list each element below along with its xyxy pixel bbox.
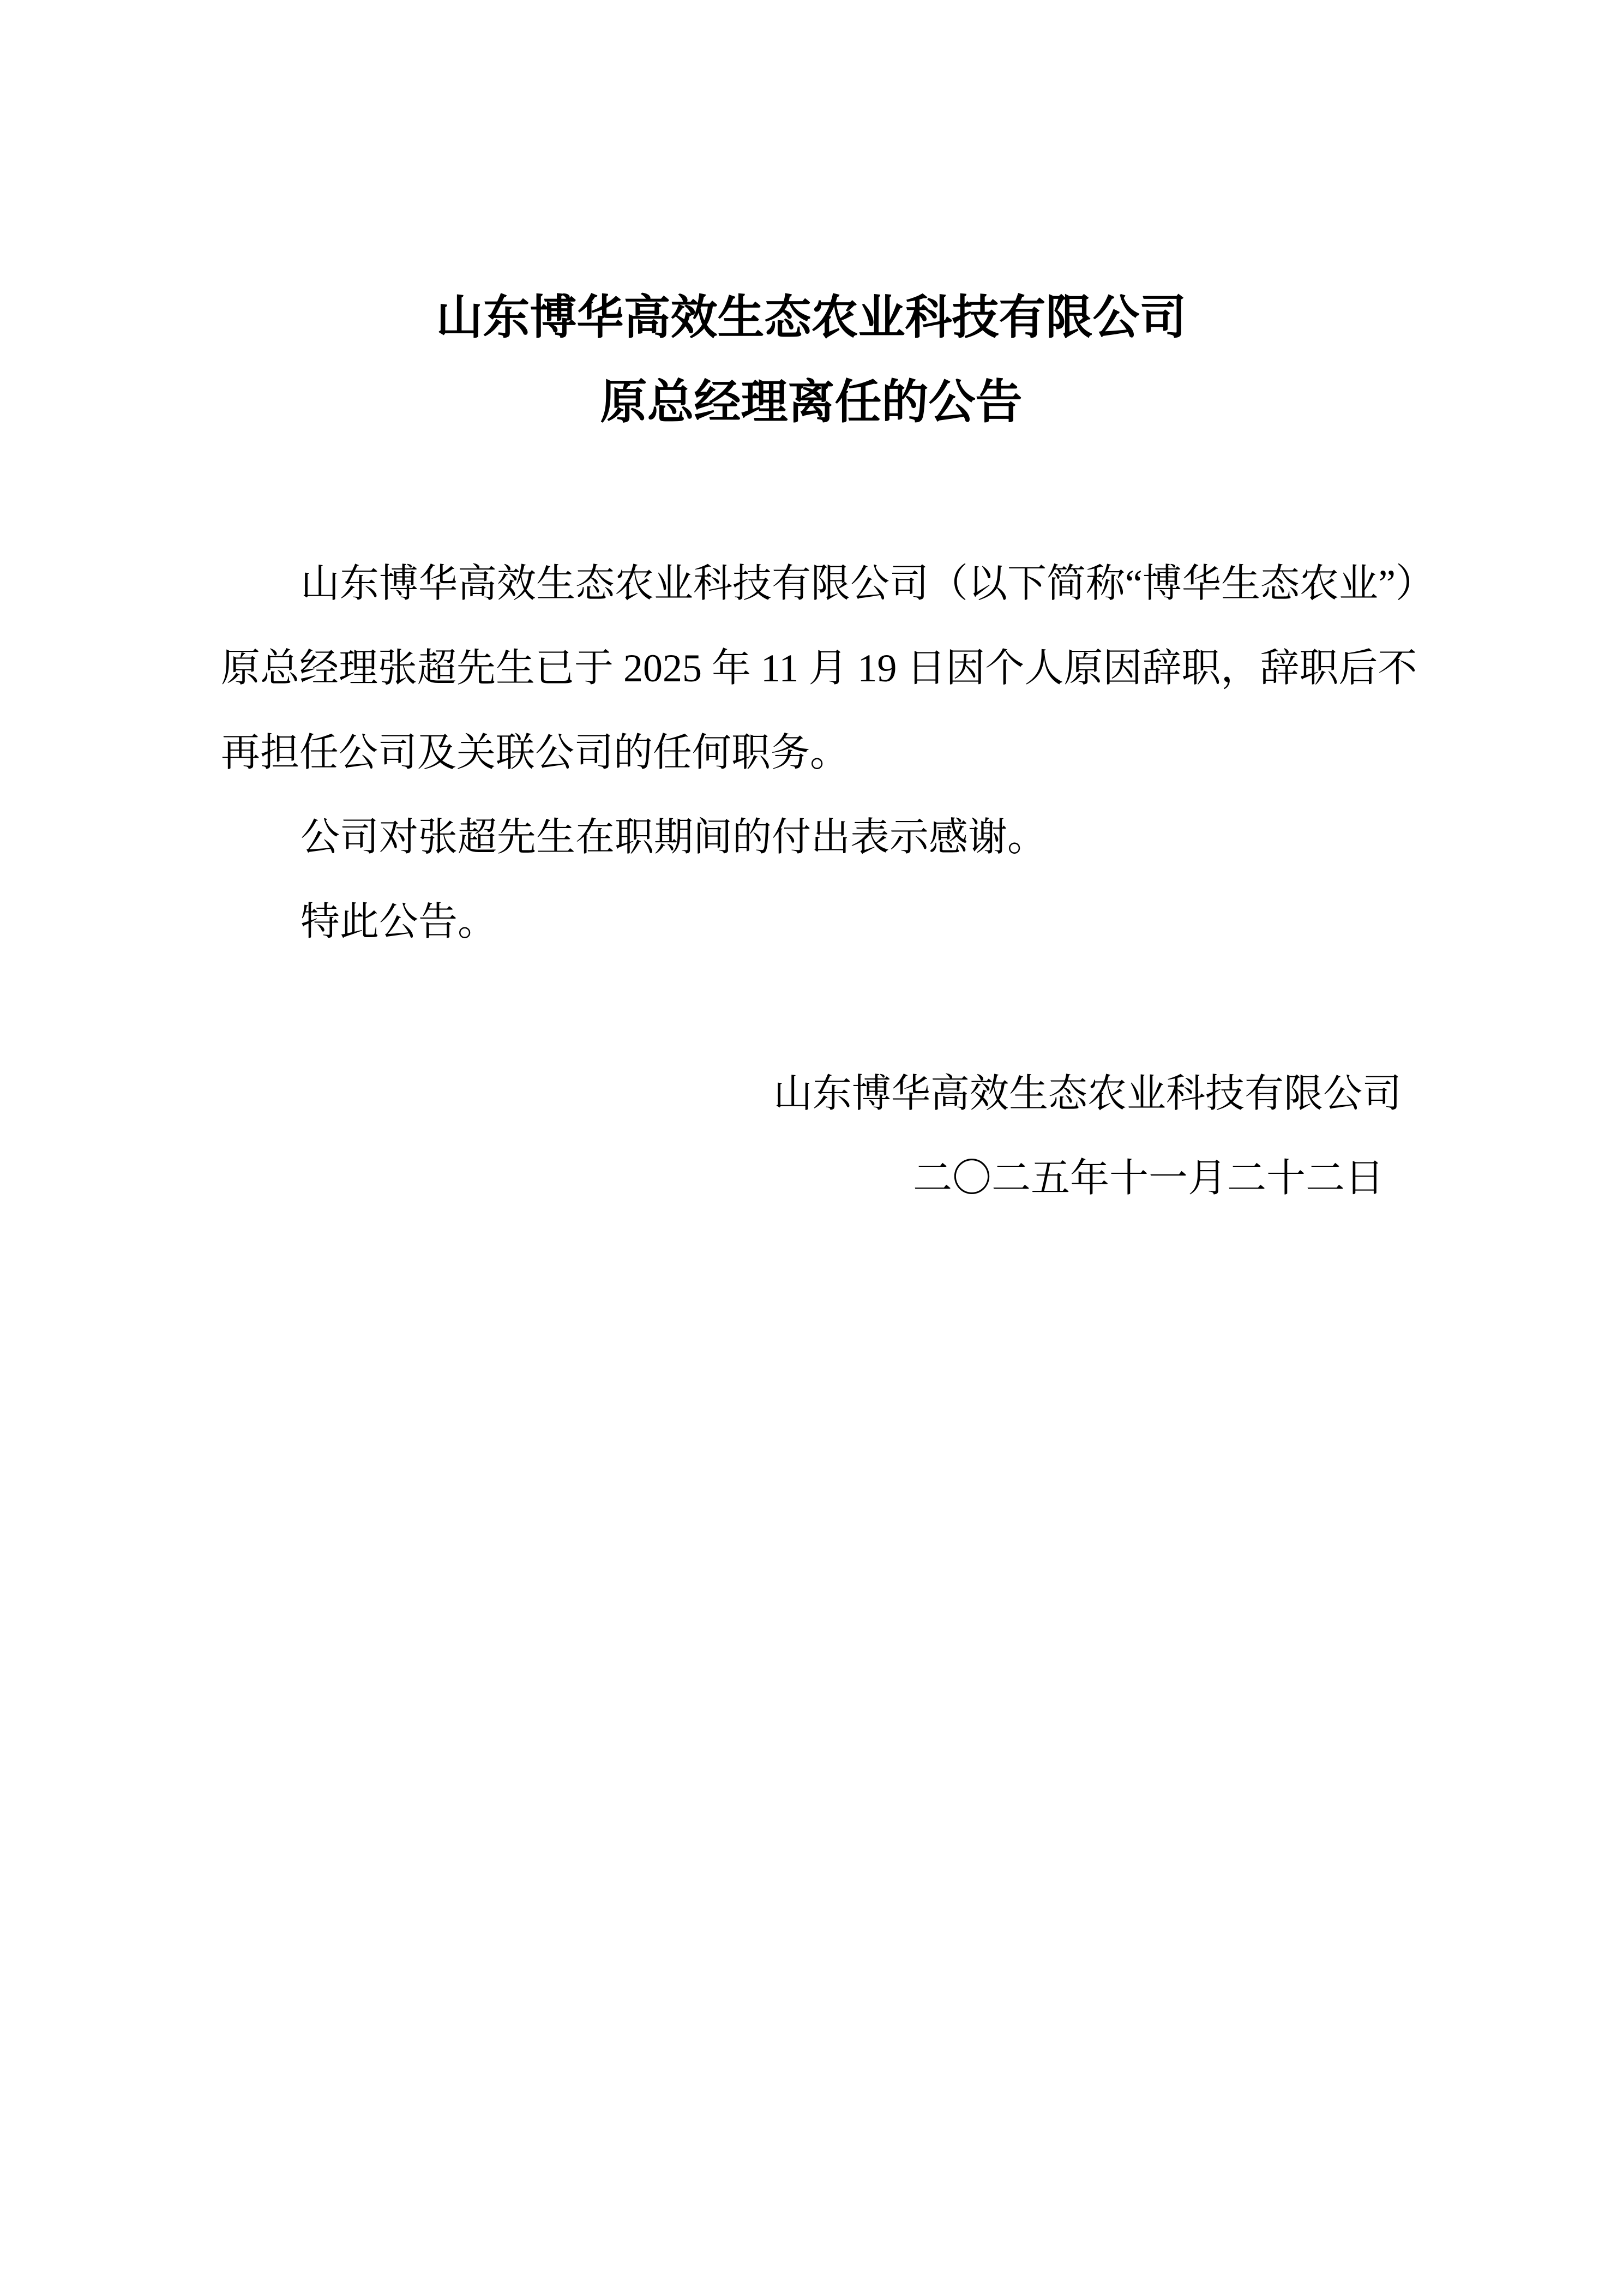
paragraph-3-hereby-announced: 特此公告。: [300, 900, 497, 944]
title-company-name: 山东博华高效生态农业科技有限公司: [436, 291, 1187, 344]
document-body: [221, 542, 1435, 964]
paragraph-1-line-3: 再担任公司及关联公司的任何职务。: [221, 731, 850, 775]
paragraph-2: 公司对张超先生在职期间的付出表示感谢。: [300, 816, 1047, 859]
paragraph-1-line-2: 原总经理张超先生已于 2025 年 11 月 19 日因个人原因辞职，辞职后不: [221, 646, 1417, 690]
signature-block: [221, 1052, 1402, 1221]
paragraph-1-line-1: 山东博华高效生态农业科技有限公司（以下简称“博华生态农业”）: [300, 562, 1435, 606]
signature-company-name: 山东博华高效生态农业科技有限公司: [773, 1072, 1402, 1116]
title-announcement-subject: 原总经理离任的公告: [600, 376, 1023, 428]
signature-date: 二〇二五年十一月二十二日: [912, 1156, 1384, 1200]
document-title: [221, 275, 1402, 445]
